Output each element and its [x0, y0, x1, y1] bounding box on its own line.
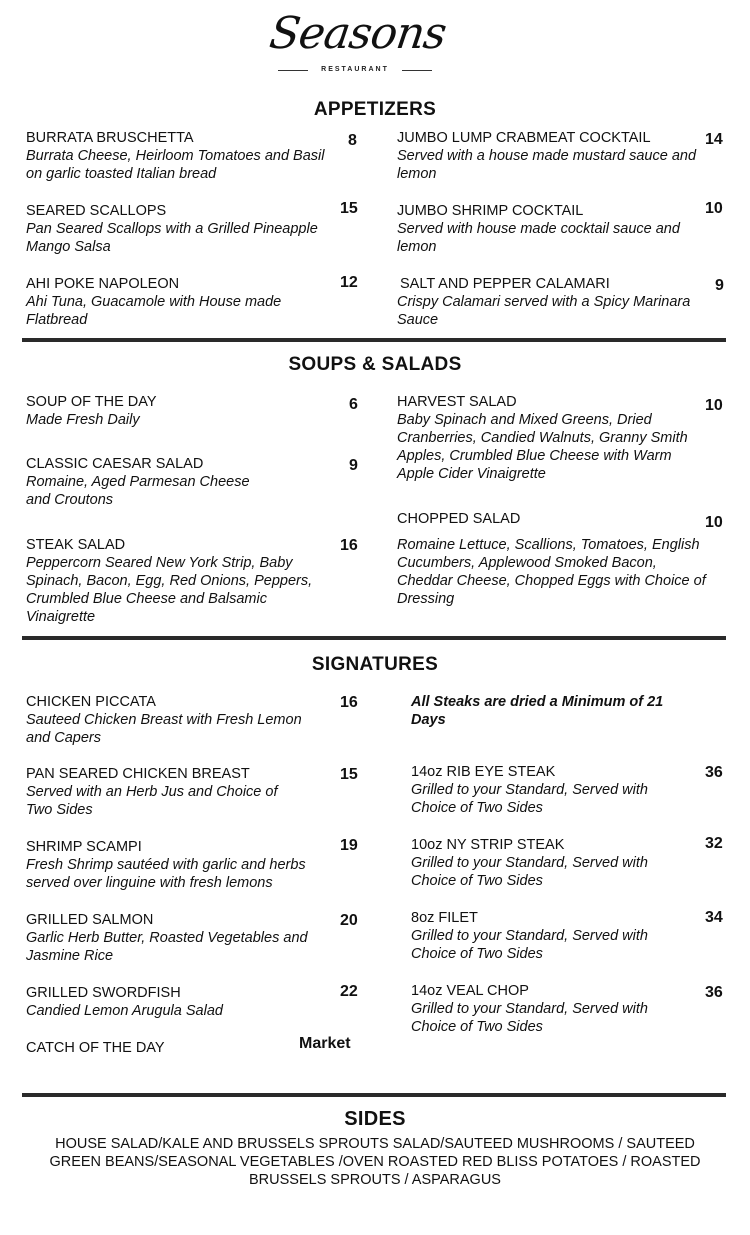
menu-item — [26, 838, 331, 892]
menu-item — [26, 693, 326, 747]
signatures-heading: SIGNATURES — [311, 654, 439, 675]
section-divider — [22, 1093, 726, 1097]
logo-subtitle: RESTAURANT — [321, 66, 389, 73]
item-price: 10 — [705, 514, 723, 531]
item-name: SALT AND PEPPER CALAMARI — [400, 276, 610, 292]
item-description: Romaine Lettuce, Scallions, Tomatoes, English Cucumbers, Applewood Smoked Bacon, Cheddar Cheese, Chopped Eggs with Choice of Dressing — [397, 537, 706, 607]
item-description: Romaine, Aged Parmesan Cheese and Croutons — [26, 474, 250, 508]
item-price: 34 — [705, 909, 723, 926]
item-price: 10 — [705, 200, 723, 217]
item-description: Grilled to your Standard, Served with Choice of Two Sides — [411, 855, 648, 889]
item-name: CHICKEN PICCATA — [26, 694, 156, 710]
menu-item — [411, 763, 681, 817]
item-price: 8 — [348, 132, 357, 149]
item-price: Market — [299, 1035, 351, 1052]
item-description: Baby Spinach and Mixed Greens, Dried Cranberries, Candied Walnuts, Granny Smith Apples, Crumbled Blue Cheese with Warm Apple Cider Vinaigrette — [397, 412, 688, 482]
item-description: Served with house made cocktail sauce and lemon — [397, 221, 680, 255]
item-name: CLASSIC CAESAR SALAD — [26, 456, 204, 472]
menu-item — [26, 202, 326, 256]
item-price: 14 — [705, 131, 723, 148]
item-price: 6 — [349, 396, 358, 413]
item-price: 19 — [340, 837, 358, 854]
item-name: GRILLED SALMON — [26, 912, 154, 928]
item-name: CATCH OF THE DAY — [26, 1040, 165, 1056]
item-name: SHRIMP SCAMPI — [26, 839, 142, 855]
sides-heading: SIDES — [344, 1108, 406, 1130]
item-description: Grilled to your Standard, Served with Choice of Two Sides — [411, 782, 648, 816]
item-description: Made Fresh Daily — [26, 412, 140, 428]
item-description: Crispy Calamari served with a Spicy Marinara Sauce — [397, 294, 691, 328]
item-price: 16 — [340, 537, 358, 554]
item-price: 32 — [705, 835, 723, 852]
menu-item — [397, 129, 697, 183]
item-price: 15 — [340, 200, 358, 217]
item-description: Peppercorn Seared New York Strip, Baby Spinach, Bacon, Egg, Red Onions, Peppers, Crumbled Blue Cheese and Balsamic Vinaigrette — [26, 555, 313, 625]
item-name: 14oz RIB EYE STEAK — [411, 764, 556, 780]
menu-item — [26, 536, 331, 626]
item-name: HARVEST SALAD — [397, 394, 517, 410]
item-name: 10oz NY STRIP STEAK — [411, 837, 565, 853]
menu-item — [397, 275, 697, 329]
item-description: Sauteed Chicken Breast with Fresh Lemon and Capers — [26, 712, 302, 746]
menu-item — [26, 1039, 286, 1057]
menu-item — [411, 909, 681, 963]
item-price: 9 — [715, 277, 724, 294]
section-divider — [22, 338, 726, 342]
soups-salads-heading: SOUPS & SALADS — [288, 354, 462, 375]
sides-list: HOUSE SALAD/KALE AND BRUSSELS SPROUTS SALAD/SAUTEED MUSHROOMS / SAUTEED GREEN BEANS/SEASONAL VEGETABLES /OVEN ROASTED RED BLISS POTATOES / ROASTED BRUSSELS SPROUTS / ASPARAGUS — [49, 1136, 701, 1188]
menu-item — [397, 393, 712, 483]
menu-item — [26, 129, 326, 183]
item-description: Fresh Shrimp sautéed with garlic and herbs served over linguine with fresh lemons — [26, 857, 306, 891]
item-description: Pan Seared Scallops with a Grilled Pineapple Mango Salsa — [26, 221, 318, 255]
item-price: 10 — [705, 397, 723, 414]
item-name: PAN SEARED CHICKEN BREAST — [26, 766, 250, 782]
item-name: 14oz VEAL CHOP — [411, 983, 529, 999]
item-name: STEAK SALAD — [26, 537, 126, 553]
item-name: 8oz FILET — [411, 910, 478, 926]
item-description: Grilled to your Standard, Served with Choice of Two Sides — [411, 928, 648, 962]
item-description: Candied Lemon Arugula Salad — [26, 1003, 223, 1019]
item-description: Served with an Herb Jus and Choice of Two Sides — [26, 784, 278, 818]
menu-item — [26, 275, 326, 329]
item-description: Garlic Herb Butter, Roasted Vegetables and Jasmine Rice — [26, 930, 308, 964]
item-price: 12 — [340, 274, 358, 291]
menu-item — [397, 202, 697, 256]
item-price: 36 — [705, 764, 723, 781]
menu-item — [411, 982, 681, 1036]
item-name: JUMBO SHRIMP COCKTAIL — [397, 203, 584, 219]
appetizers-heading: APPETIZERS — [313, 99, 437, 120]
menu-item — [411, 836, 681, 890]
item-price: 22 — [340, 983, 358, 1000]
menu-item — [26, 393, 326, 429]
item-name: BURRATA BRUSCHETTA — [26, 130, 194, 146]
item-name: JUMBO LUMP CRABMEAT COCKTAIL — [397, 130, 651, 146]
item-name: SEARED SCALLOPS — [26, 203, 167, 219]
item-name: CHOPPED SALAD — [397, 511, 521, 527]
steak-aging-note: All Steaks are dried a Minimum of 21 Days — [411, 694, 664, 728]
menu-item — [397, 510, 707, 608]
restaurant-logo — [266, 8, 449, 78]
item-name: AHI POKE NAPOLEON — [26, 276, 180, 292]
section-divider — [22, 636, 726, 640]
item-name: GRILLED SWORDFISH — [26, 985, 181, 1001]
item-description: Ahi Tuna, Guacamole with House made Flatbread — [26, 294, 282, 328]
item-description: Grilled to your Standard, Served with Choice of Two Sides — [411, 1001, 648, 1035]
item-price: 36 — [705, 984, 723, 1001]
menu-item — [26, 911, 331, 965]
item-description: Served with a house made mustard sauce and lemon — [397, 148, 697, 182]
item-name: SOUP OF THE DAY — [26, 394, 157, 410]
menu-item — [26, 765, 301, 819]
logo-divider-right — [402, 70, 432, 71]
item-price: 15 — [340, 766, 358, 783]
item-description: Burrata Cheese, Heirloom Tomatoes and Basil on garlic toasted Italian bread — [26, 148, 325, 182]
menu-item — [26, 984, 326, 1020]
item-price: 16 — [340, 694, 358, 711]
item-price: 9 — [349, 457, 358, 474]
item-price: 20 — [340, 912, 358, 929]
logo-script-text: Seasons — [266, 8, 449, 59]
menu-item — [26, 455, 276, 509]
